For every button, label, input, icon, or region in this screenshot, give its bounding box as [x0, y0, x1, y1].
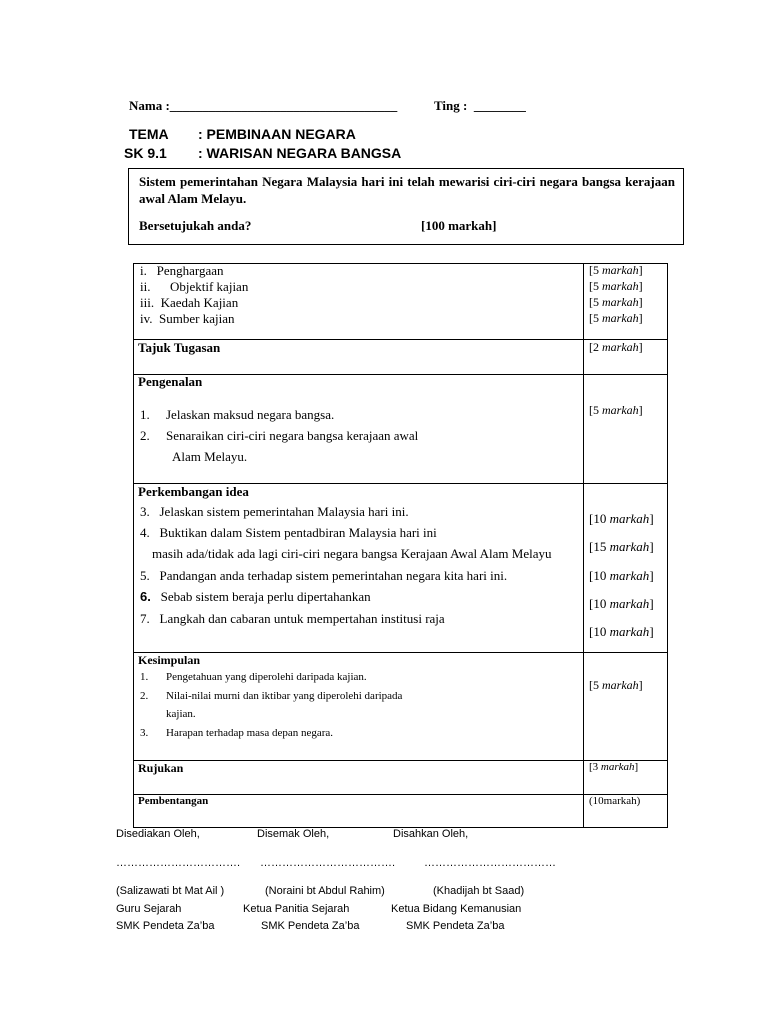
mark-close: ] — [638, 311, 643, 325]
mark-open: [5 — [589, 311, 602, 325]
list-item-text: Senaraikan ciri-ciri negara bangsa kerajaan awal — [166, 428, 419, 443]
mark-open: [2 — [589, 340, 602, 354]
mark-open: [5 — [589, 279, 602, 293]
mark-open: [3 — [589, 761, 601, 773]
mark-label — [589, 624, 654, 640]
row-divider — [133, 794, 668, 795]
item-number: 3. — [140, 727, 149, 739]
mark-open: [5 — [589, 678, 602, 692]
item-number: iii. — [140, 295, 155, 310]
intro-item — [140, 279, 248, 295]
signatory-title: Guru Sejarah — [116, 903, 182, 915]
list-item-text: Jelaskan maksud negara bangsa. — [166, 407, 335, 422]
form-level-field — [434, 98, 526, 114]
mark-close: ] — [649, 511, 654, 526]
section-title-perkembangan: Perkembangan idea — [138, 484, 249, 499]
item-text: Penghargaan — [156, 263, 224, 278]
item-number: 3. — [140, 504, 150, 519]
question-marks: [100 markah] — [421, 218, 497, 233]
list-item — [140, 407, 150, 423]
mark-label — [589, 678, 643, 693]
mark-open: [10 — [589, 624, 610, 639]
intro-item — [140, 295, 238, 311]
list-item — [140, 428, 150, 444]
mark-label — [589, 539, 654, 555]
item-text: Buktikan dalam Sistem pentadbiran Malaysia hari ini — [159, 525, 437, 540]
mark-word: markah — [602, 340, 639, 354]
signature-line: ……………………………… — [424, 857, 556, 869]
mark-close: ] — [638, 678, 643, 692]
mark-close: ] — [638, 279, 643, 293]
item-number: iv. — [140, 311, 153, 326]
list-item-text: Alam Melayu. — [172, 449, 248, 464]
intro-item — [140, 263, 224, 279]
mark-close: ] — [638, 340, 643, 354]
signatory-title: Ketua Bidang Kemanusian — [391, 903, 522, 915]
section-title-kesimpulan: Kesimpulan — [138, 653, 201, 667]
mark-close: ] — [649, 596, 654, 611]
mark-open: [15 — [589, 539, 610, 554]
item-text: Sebab sistem beraja perlu dipertahankan — [160, 589, 371, 604]
topic-label-tema: TEMA — [129, 126, 169, 142]
mark-label — [589, 340, 643, 355]
topic-value-sk: : WARISAN NEGARA BANGSA — [198, 145, 402, 161]
approved-by-label: Disahkan Oleh, — [393, 828, 469, 840]
mark-open: [10 — [589, 596, 610, 611]
mark-word: markah — [602, 403, 639, 417]
mark-close: ] — [638, 263, 643, 277]
signatory-title: Ketua Panitia Sejarah — [243, 903, 350, 915]
mark-word: markah — [602, 295, 639, 309]
mark-label — [589, 263, 643, 278]
signatory-school: SMK Pendeta Za’ba — [116, 920, 215, 932]
mark-label — [589, 311, 643, 326]
list-item-text: Nilai-nilai murni dan iktibar yang diperolehi daripada — [166, 690, 403, 702]
name-blank: ___________________________________ — [169, 98, 398, 113]
mark-word: markah — [609, 596, 650, 611]
mark-label — [589, 295, 643, 310]
question-text: Sistem pemerintahan Negara Malaysia hari ini telah mewarisi ciri-ciri negara bangsa kerajaan awal Alam Melayu. — [139, 174, 675, 206]
intro-item — [140, 311, 235, 327]
list-item-text: Pengetahuan yang diperolehi daripada kajian. — [166, 671, 367, 683]
section-title-pengenalan: Pengenalan — [138, 374, 203, 389]
list-item — [140, 671, 148, 683]
reviewed-by-label: Disemak Oleh, — [257, 828, 330, 840]
topic-value-tema: : PEMBINAAN NEGARA — [198, 126, 356, 142]
mark-label — [589, 761, 638, 773]
list-item — [140, 589, 371, 605]
mark-close: ] — [649, 539, 654, 554]
item-number: 6. — [140, 589, 151, 604]
list-item-text: masih ada/tidak ada lagi ciri-ciri negara bangsa Kerajaan Awal Alam Melayu — [152, 546, 552, 561]
mark-label — [589, 596, 654, 612]
student-name-field — [129, 98, 397, 114]
list-item-text: Harapan terhadap masa depan negara. — [166, 727, 334, 739]
item-number: ii. — [140, 279, 151, 294]
item-number: 1. — [140, 671, 149, 683]
mark-open: [5 — [589, 263, 602, 277]
signatory-name: (Salizawati bt Mat Ail ) — [116, 885, 225, 897]
item-number: 2. — [140, 690, 149, 702]
signature-line: ………………………………. — [260, 857, 396, 869]
topic-label-sk: SK 9.1 — [124, 145, 167, 161]
signatory-name: (Khadijah bt Saad) — [433, 885, 525, 897]
item-number: i. — [140, 263, 147, 278]
list-item — [140, 611, 445, 627]
item-text: Langkah dan cabaran untuk mempertahan institusi raja — [159, 611, 445, 626]
mark-close: ] — [638, 403, 643, 417]
mark-open: [5 — [589, 403, 602, 417]
ting-label: Ting : — [434, 98, 468, 113]
mark-label — [589, 511, 654, 527]
list-item — [140, 727, 148, 739]
section-title-pembentangan: Pembentangan — [138, 795, 209, 807]
mark-word: markah — [609, 511, 650, 526]
item-number: 5. — [140, 568, 150, 583]
mark-label — [589, 403, 643, 418]
mark-open: [10 — [589, 511, 610, 526]
mark-word: markah — [602, 279, 639, 293]
row-divider — [133, 760, 668, 761]
mark-word: markah — [600, 761, 635, 773]
item-text: Sumber kajian — [159, 311, 235, 326]
item-text: Kaedah Kajian — [160, 295, 239, 310]
mark-label — [589, 279, 643, 294]
row-divider — [133, 374, 668, 375]
mark-word: markah — [609, 624, 650, 639]
signatory-school: SMK Pendeta Za’ba — [261, 920, 360, 932]
mark-close: ] — [649, 624, 654, 639]
section-title-rujukan: Rujukan — [138, 761, 184, 775]
mark-close: ] — [649, 568, 654, 583]
ting-blank: ________ — [473, 98, 526, 113]
list-item — [140, 690, 148, 702]
item-number: 1. — [140, 407, 150, 422]
list-item — [140, 504, 409, 520]
item-text: Jelaskan sistem pemerintahan Malaysia hari ini. — [159, 504, 409, 519]
prepared-by-label: Disediakan Oleh, — [116, 828, 200, 840]
rubric-column-divider — [583, 263, 584, 828]
mark-word: markah — [609, 568, 650, 583]
item-number: 7. — [140, 611, 150, 626]
mark-label: (10markah) — [589, 795, 641, 807]
item-text: Pandangan anda terhadap sistem pemerintahan negara kita hari ini. — [159, 568, 508, 583]
question-prompt: Bersetujukah anda? — [139, 218, 252, 233]
list-item-text: kajian. — [166, 708, 196, 720]
signatory-name: (Noraini bt Abdul Rahim) — [265, 885, 385, 897]
item-number: 4. — [140, 525, 150, 540]
section-title-tajuk: Tajuk Tugasan — [138, 340, 221, 355]
mark-label — [589, 568, 654, 584]
mark-close: ] — [634, 761, 639, 773]
signatory-school: SMK Pendeta Za’ba — [406, 920, 505, 932]
list-item — [140, 568, 507, 584]
mark-word: markah — [602, 678, 639, 692]
mark-open: [10 — [589, 568, 610, 583]
mark-open: [5 — [589, 295, 602, 309]
mark-word: markah — [609, 539, 650, 554]
mark-word: markah — [602, 263, 639, 277]
mark-close: ] — [638, 295, 643, 309]
row-divider — [133, 652, 668, 653]
list-item — [140, 525, 437, 541]
item-text: Objektif kajian — [169, 279, 249, 294]
signature-line: ……………………………. — [116, 857, 241, 869]
mark-word: markah — [602, 311, 639, 325]
item-number: 2. — [140, 428, 150, 443]
name-label: Nama : — [129, 98, 170, 113]
